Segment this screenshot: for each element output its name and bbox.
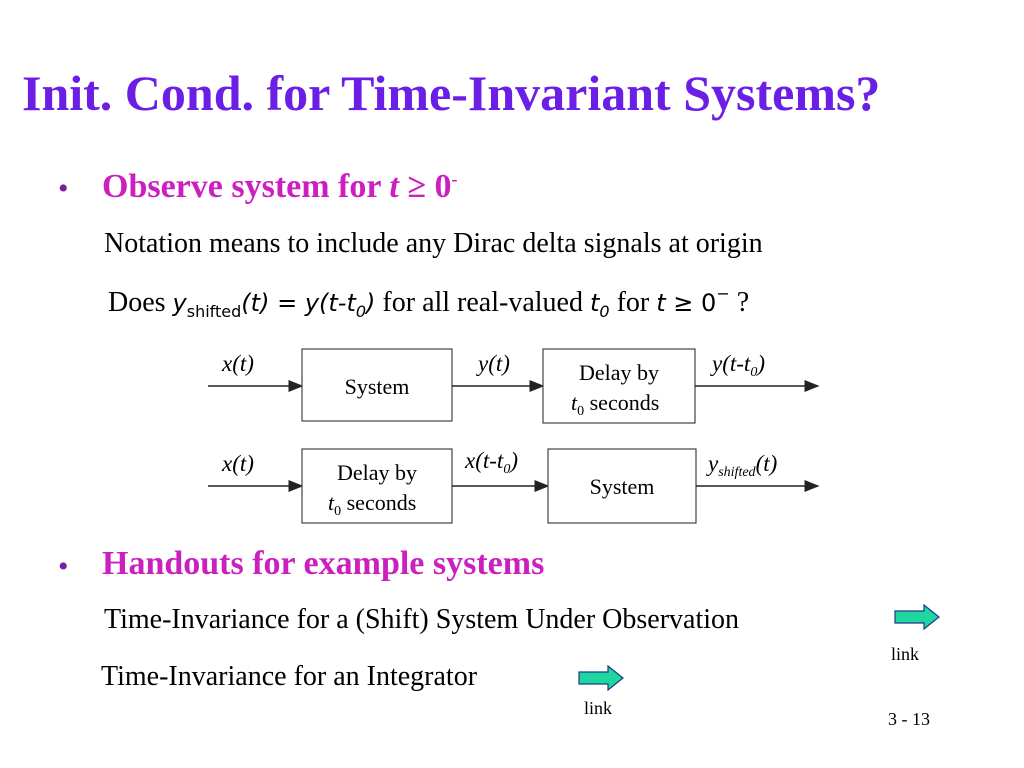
math-shifted-sub: shifted (186, 302, 242, 321)
bullet-marker: • (58, 550, 69, 583)
math-cond-var: t (656, 289, 666, 317)
row1-delay-t: t (571, 390, 578, 415)
heading-relation: ≥ 0 (398, 168, 452, 205)
math-rhs-close: ) (366, 289, 376, 317)
row1-output-sub: 0 (750, 365, 758, 380)
math-rhs: y(t-t (304, 289, 356, 317)
notation-line: Notation means to include any Dirac delta signals at origin (104, 228, 763, 259)
link-label-shift-system[interactable]: link (891, 644, 920, 664)
row1-output-main: y(t-t (712, 351, 751, 376)
row2-system-label: System (589, 474, 655, 499)
question-mark: ? (729, 287, 750, 318)
row2-delay-line2 (328, 490, 416, 519)
link-arrow-icon[interactable] (894, 604, 940, 630)
question-does: Does (108, 287, 173, 318)
math-cond-sup: − (716, 284, 730, 303)
math-equals: = (269, 289, 305, 317)
heading-text: Observe system for (102, 168, 390, 205)
row1-output-label (710, 351, 765, 380)
row2-output-arg: (t) (755, 451, 778, 476)
row2-delay-t: t (328, 490, 335, 515)
row2-delay-sub: 0 (334, 504, 342, 519)
slide-title: Init. Cond. for Time-Invariant Systems? (22, 65, 881, 121)
row1-system-label: System (344, 374, 410, 399)
math-rhs-sub: 0 (355, 302, 367, 321)
question-mid-text: for all real-valued (375, 287, 590, 318)
row2-output-label (706, 451, 777, 480)
page-number: 3 - 13 (888, 709, 930, 729)
handout-item-integrator: Time-Invariance for an Integrator (101, 661, 478, 692)
row1-input-label: x(t) (222, 351, 254, 376)
row2-output-y: y (708, 451, 719, 476)
row2-mid-label (464, 448, 518, 477)
math-lhs-arg: (t) (241, 289, 270, 317)
row1-output-close: ) (757, 351, 765, 376)
math-t0-sub: 0 (599, 302, 610, 321)
row1-delay-rest: seconds (584, 390, 660, 415)
link-arrow-icon[interactable] (578, 665, 624, 691)
bullet-heading-handouts: Handouts for example systems (102, 545, 545, 582)
link-label-integrator[interactable]: link (584, 698, 613, 718)
bullet-marker: • (58, 172, 69, 205)
row1-delay-line2 (571, 390, 659, 419)
question-for-text: for (609, 287, 657, 318)
row2-output-sub: shifted (718, 465, 756, 480)
row2-mid-close: ) (510, 448, 518, 473)
row2-delay-rest: seconds (341, 490, 417, 515)
heading-superscript: - (451, 169, 458, 189)
handout-item-shift-system: Time-Invariance for a (Shift) System Under Observation (104, 604, 740, 635)
row2-input-label: x(t) (222, 451, 254, 476)
math-t0-var: t (589, 289, 600, 317)
math-y: y (172, 289, 187, 317)
row1-mid-label: y(t) (478, 351, 510, 376)
math-cond-rel: ≥ 0 (665, 289, 717, 317)
row2-mid-sub: 0 (503, 462, 511, 477)
row2-delay-line1: Delay by (336, 460, 418, 485)
row1-delay-line1: Delay by (578, 360, 660, 385)
row2-mid-main: x(t-t (465, 448, 504, 473)
heading-var-t: t (389, 168, 399, 205)
row1-delay-sub: 0 (577, 404, 585, 419)
